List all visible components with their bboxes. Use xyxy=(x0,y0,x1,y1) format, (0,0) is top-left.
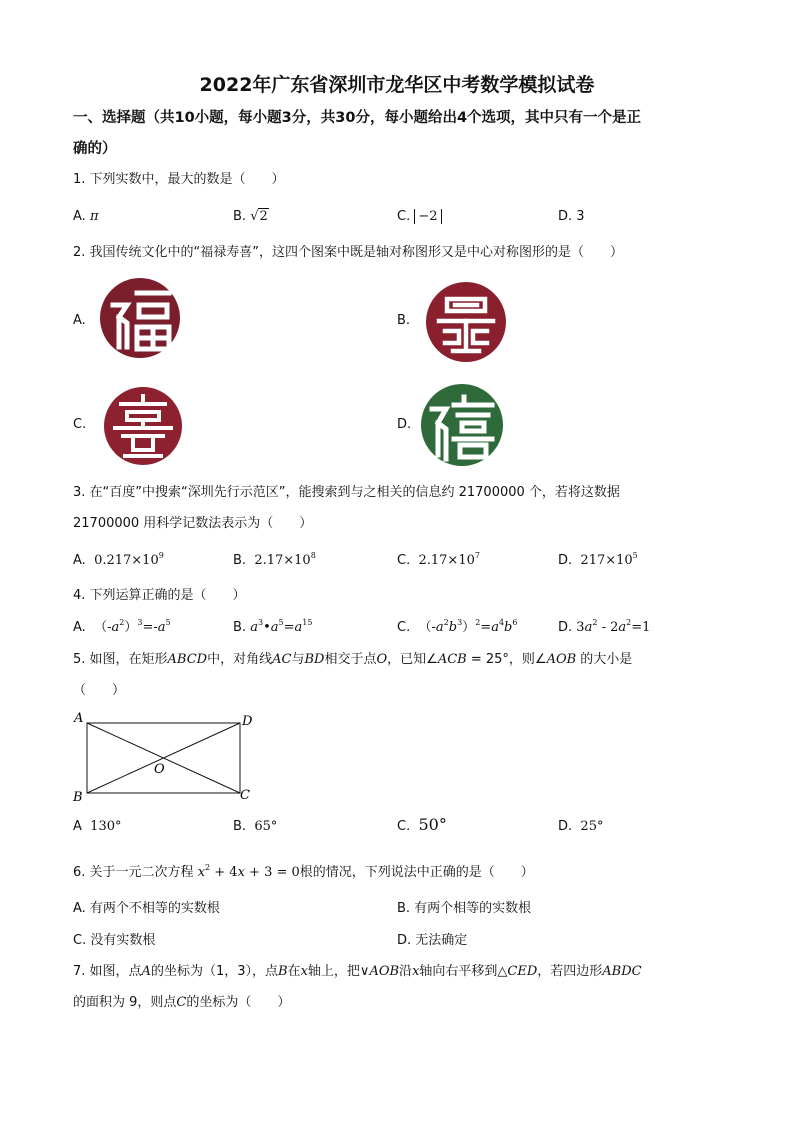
q5-option-d-label: D. xyxy=(558,819,573,834)
vertex-a-label: A xyxy=(74,711,84,726)
q4-option-c: C. $(-a^2b^3)^2=a^4b^6$ xyxy=(397,618,518,635)
q5-text: 相交于点 xyxy=(324,652,377,667)
q3-option-d-exp: 5 xyxy=(632,551,638,560)
rectangle-diagram xyxy=(70,710,260,810)
q3-option-a-base: 0.217×10 xyxy=(94,553,159,568)
q5-text: O xyxy=(376,652,388,667)
q7-text: ，若四边形 xyxy=(537,964,603,979)
q1-option-c-value: −2 xyxy=(414,209,441,224)
q1-option-c xyxy=(397,208,442,226)
q1-option-d: D. 3 xyxy=(558,209,585,224)
q3-option-c-base: 2.17×10 xyxy=(418,553,475,568)
center-o-label: O xyxy=(154,762,165,777)
q4-option-a: A. $(-a^2)^3=-a^5$ xyxy=(73,618,171,635)
q1-option-b xyxy=(233,208,269,226)
q7-text: 在 xyxy=(287,964,301,979)
question-5-line2: （ ） xyxy=(73,683,126,698)
q4-option-a-label: A. xyxy=(73,620,86,635)
q5-option-c-value: 50° xyxy=(418,815,447,834)
q3-option-c xyxy=(397,552,480,570)
q5-text: ABCD xyxy=(167,652,208,667)
q5-text: BD xyxy=(304,652,325,667)
q3-option-c-exp: 7 xyxy=(474,551,480,560)
q7-text: 的坐标为（ ） xyxy=(186,995,291,1010)
sqrt-sign: √ xyxy=(250,209,259,224)
q1-option-a-label: A. xyxy=(73,209,90,224)
q5-option-a-label: A xyxy=(73,819,82,834)
q7-text: 轴上，把 xyxy=(307,964,360,979)
q5-option-b-label: B. xyxy=(233,819,247,834)
vertex-b-label: B xyxy=(73,790,83,805)
q2-option-b-label: B. xyxy=(397,313,411,328)
q4-option-d-label: D. xyxy=(558,620,573,635)
q3-option-d-base: 217×10 xyxy=(580,553,633,568)
q3-option-b-exp: 8 xyxy=(310,551,316,560)
q2-option-d-label: D. xyxy=(397,417,412,432)
xi-emblem-icon xyxy=(420,383,504,467)
q5-text: ，已知∠ xyxy=(387,652,438,667)
question-3-line2: 21700000 用科学记数法表示为（ ） xyxy=(73,516,313,531)
vertex-d-label: D xyxy=(242,714,253,729)
q7-text: 的面积为 9，则点 xyxy=(73,995,177,1010)
question-1-stem: 1. 下列实数中，最大的数是（ ） xyxy=(73,172,285,187)
page-title: 2022年广东省深圳市龙华区中考数学模拟试卷 xyxy=(199,74,595,96)
q7-text: 轴向右平移到 xyxy=(419,964,498,979)
q5-text: 与 xyxy=(291,652,305,667)
q6-option-c: C. 没有实数根 xyxy=(73,933,156,948)
fu-emblem-icon xyxy=(99,277,181,359)
section-heading-line2: 确的） xyxy=(73,141,117,157)
question-7-line1: 7. 如图，点A的坐标为（1，3），点B在x轴上，把∨AOB沿x轴向右平移到△CED，若四边形ABDC xyxy=(73,964,642,979)
q4-option-c-label: C. xyxy=(397,620,411,635)
q6-option-b: B. 有两个相等的实数根 xyxy=(397,901,532,916)
q7-text: 沿 xyxy=(399,964,413,979)
q7-text: 7. 如图，点 xyxy=(73,964,142,979)
q5-option-d xyxy=(558,818,603,836)
q1-option-c-label: C. xyxy=(397,209,415,224)
q3-option-a-label: A. xyxy=(73,553,86,568)
q4-option-b: B. $a^3•a^5=a^{15}$ xyxy=(233,618,313,635)
q6-option-d: D. 无法确定 xyxy=(397,933,468,948)
q6-option-a: A. 有两个不相等的实数根 xyxy=(73,901,220,916)
q3-option-b xyxy=(233,552,316,570)
q5-text: = 25°，则∠ xyxy=(466,652,547,667)
q4-option-d: D. $3a^2 - 2a^2=1$ xyxy=(558,618,651,635)
q3-option-a-exp: 9 xyxy=(158,551,164,560)
q1-option-a xyxy=(73,208,98,226)
q5-option-b-value: 65° xyxy=(254,819,278,834)
question-5-line1 xyxy=(73,651,733,669)
q5-text: ACB xyxy=(437,652,467,667)
q5-option-b xyxy=(233,818,277,836)
question-3-line1: 3. 在“百度”中搜索“深圳先行示范区”，能搜索到与之相关的信息约 21700000 个，若将这数据 xyxy=(73,485,620,500)
q5-option-c xyxy=(397,816,447,836)
q5-text: 5. 如图，在矩形 xyxy=(73,652,168,667)
question-4-stem: 4. 下列运算正确的是（ ） xyxy=(73,588,246,603)
vertex-c-label: C xyxy=(240,788,250,803)
q5-text: AC xyxy=(272,652,292,667)
q2-option-c-label: C. xyxy=(73,417,87,432)
q3-option-a xyxy=(73,552,164,570)
q4-option-b-label: B. xyxy=(233,620,247,635)
q6-text: 根的情况，下列说法中正确的是（ ） xyxy=(299,865,534,880)
q5-text: 的大小是 xyxy=(576,652,633,667)
q3-option-b-label: B. xyxy=(233,553,247,568)
q3-option-c-label: C. xyxy=(397,553,411,568)
q3-option-b-base: 2.17×10 xyxy=(254,553,311,568)
question-6-stem: 6. 关于一元二次方程 $x^2 + 4x + 3 = 0$根的情况，下列说法中正确的是（ ） xyxy=(73,863,534,880)
q3-option-d-label: D. xyxy=(558,553,573,568)
q1-option-a-value: π xyxy=(89,209,99,224)
question-2-stem: 2. 我国传统文化中的“福禄寿喜”，这四个图案中既是轴对称图形又是中心对称图形的是（ ） xyxy=(73,245,624,260)
q3-option-d xyxy=(558,552,638,570)
q7-text: 的坐标为（1，3），点 xyxy=(150,964,278,979)
q1-option-b-label: B. xyxy=(233,209,251,224)
q5-option-d-value: 25° xyxy=(580,819,604,834)
q1-option-b-value: 2 xyxy=(259,209,268,224)
lu-emblem-icon xyxy=(425,281,507,363)
q5-option-c-label: C. xyxy=(397,819,411,834)
question-7-line2: 的面积为 9，则点C的坐标为（ ） xyxy=(73,995,291,1010)
q5-option-a-value: 130° xyxy=(90,819,122,834)
q5-option-a xyxy=(73,818,122,836)
q5-text: AOB xyxy=(546,652,577,667)
shou-emblem-icon xyxy=(103,386,183,466)
q5-text: 中，对角线 xyxy=(207,652,273,667)
q6-text: 6. 关于一元二次方程 xyxy=(73,865,194,880)
section-heading-line1: 一、选择题（共10小题，每小题3分，共30分，每小题给出4个选项，其中只有一个是正 xyxy=(73,110,642,126)
q2-option-a-label: A. xyxy=(73,313,86,328)
